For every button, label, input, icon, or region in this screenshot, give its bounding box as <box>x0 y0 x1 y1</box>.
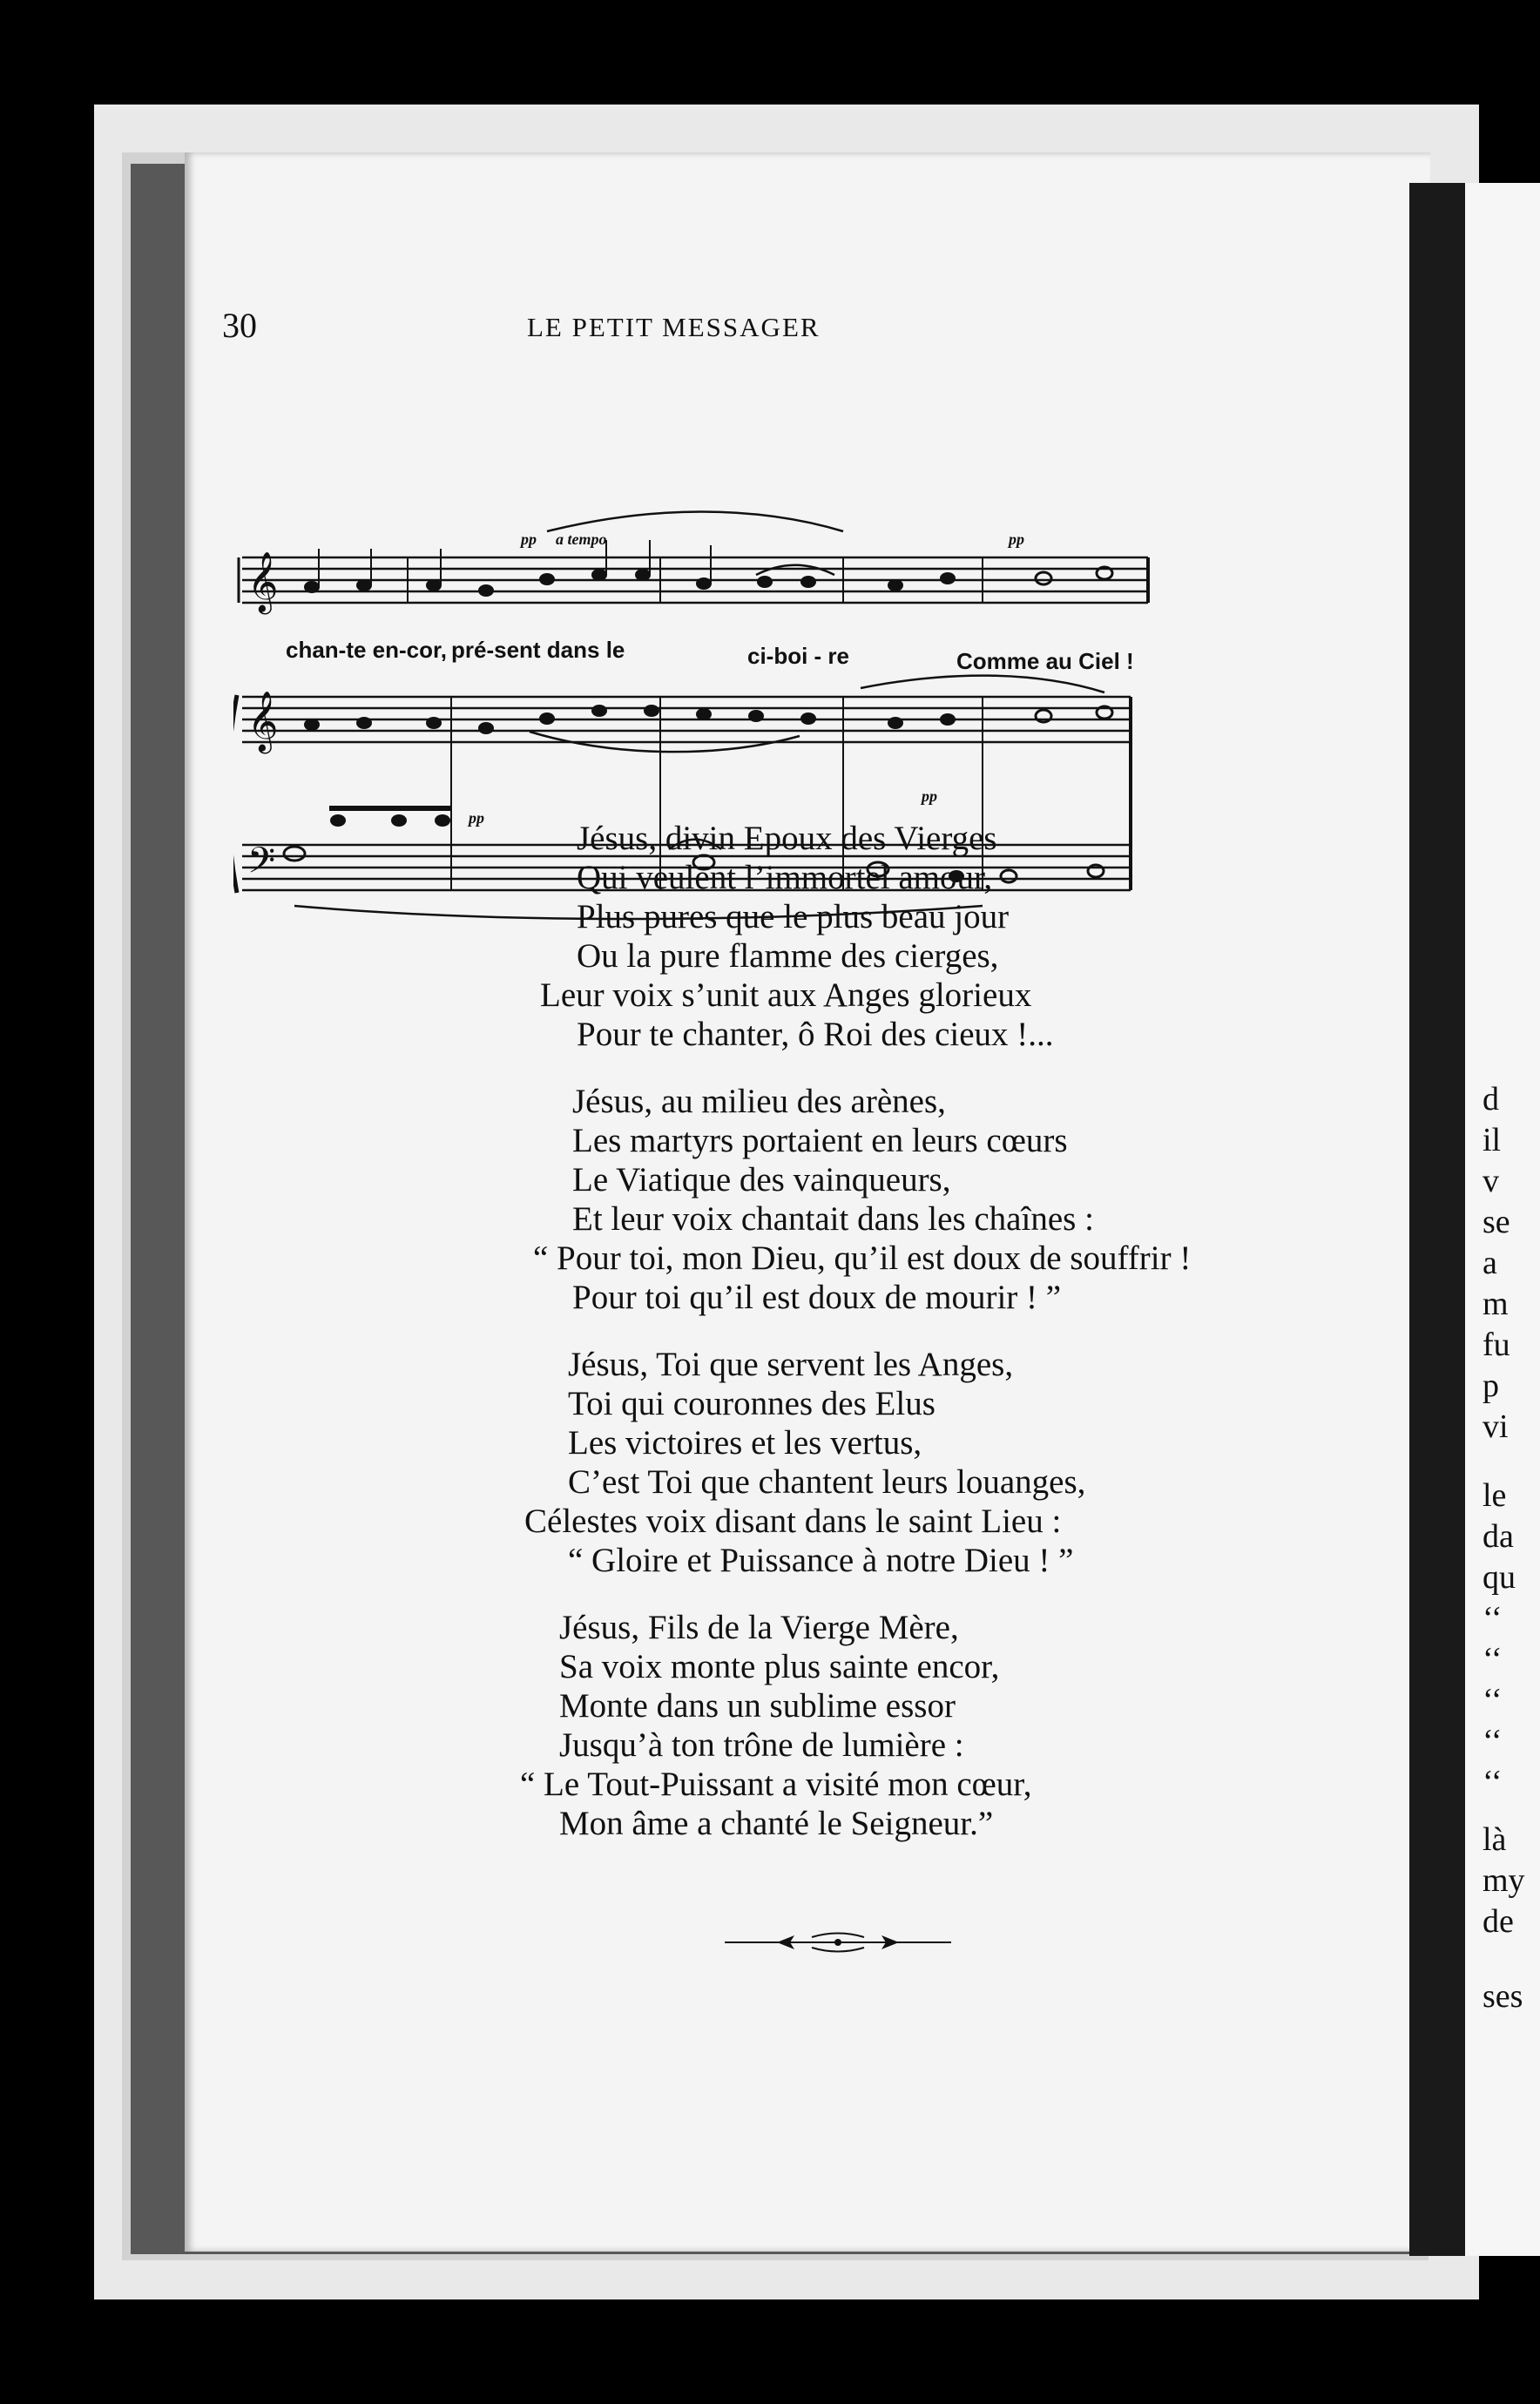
verse-line: Jésus, Fils de la Vierge Mère, <box>559 1609 959 1646</box>
dynamic-mark: pp <box>922 787 937 805</box>
dynamic-mark: pp <box>469 809 484 827</box>
adjacent-text-fragment: là <box>1483 1821 1507 1858</box>
verse-line: Plus pures que le plus beau jour <box>577 898 1010 935</box>
adjacent-text-fragment: ‘‘ <box>1483 1600 1503 1637</box>
verse-line: Qui veulent l’immortel amour, <box>577 859 993 896</box>
adjacent-text-fragment: m <box>1483 1286 1509 1322</box>
dynamic-mark: pp <box>521 530 537 548</box>
adjacent-text-fragment: v <box>1483 1163 1499 1199</box>
adjacent-text-fragment: vi <box>1483 1408 1509 1445</box>
adjacent-text-fragment: il <box>1483 1122 1502 1158</box>
verse-line: Jésus, au milieu des arènes, <box>572 1083 946 1120</box>
verse-line: Le Viatique des vainqueurs, <box>572 1161 951 1199</box>
verse-line: Pour te chanter, ô Roi des cieux !... <box>577 1016 1054 1053</box>
verse-line: Et leur voix chantait dans les chaînes : <box>572 1200 1094 1238</box>
verse-line: “ Gloire et Puissance à notre Dieu ! ” <box>568 1542 1074 1579</box>
adjacent-text-fragment: my <box>1483 1862 1525 1899</box>
verse-line: “ Le Tout-Puissant a visité mon cœur, <box>520 1766 1032 1803</box>
page-header <box>0 305 1246 357</box>
verse-line: Les victoires et les vertus, <box>568 1424 922 1462</box>
adjacent-text-fragment: ‘‘ <box>1483 1723 1503 1759</box>
adjacent-text-fragment: de <box>1483 1903 1514 1940</box>
verse-line: Jésus, Toi que servent les Anges, <box>568 1346 1014 1383</box>
staff-treble <box>242 697 1131 742</box>
lyric-syllables: chan-te en-cor, <box>286 637 447 663</box>
adjacent-page <box>1465 183 1540 2256</box>
lyric-syllables: pré-sent dans le <box>451 637 625 663</box>
verse-line: Jésus, divin Epoux des Vierges <box>577 820 997 857</box>
verse-line: Les martyrs portaient en leurs cœurs <box>572 1122 1068 1159</box>
verse-line: “ Pour toi, mon Dieu, qu’il est doux de souffrir ! <box>533 1239 1192 1277</box>
adjacent-text-fragment: fu <box>1483 1327 1510 1363</box>
svg-text:𝄞: 𝄞 <box>247 691 279 752</box>
running-title: LE PETIT MESSAGER <box>527 312 821 342</box>
adjacent-text-fragment: ‘‘ <box>1483 1682 1503 1719</box>
adjacent-text-fragment: d <box>1483 1081 1499 1118</box>
lyric-syllables: Comme au Ciel ! <box>956 648 1134 674</box>
adjacent-text-fragment: ses <box>1483 1978 1523 2015</box>
verse-line: Jusqu’à ton trône de lumière : <box>559 1726 964 1764</box>
verse-line: Pour toi qu’il est doux de mourir ! ” <box>572 1279 1062 1316</box>
verse-line: Célestes voix disant dans le saint Lieu : <box>524 1502 1062 1540</box>
svg-text:𝄢: 𝄢 <box>247 840 276 890</box>
verse-line: Ou la pure flamme des cierges, <box>577 937 999 975</box>
adjacent-text-fragment: ‘‘ <box>1483 1764 1503 1800</box>
staff-voice <box>242 557 1148 603</box>
verse-line: Sa voix monte plus sainte encor, <box>559 1648 1000 1685</box>
book-gutter <box>1409 183 1465 2256</box>
adjacent-text-fragment: se <box>1483 1204 1510 1240</box>
adjacent-text-fragment: le <box>1483 1477 1507 1514</box>
ornament-divider <box>725 1925 951 1960</box>
verse-line: Toi qui couronnes des Elus <box>568 1385 935 1422</box>
verse-line: Monte dans un sublime essor <box>559 1687 956 1725</box>
adjacent-text-fragment: p <box>1483 1367 1499 1404</box>
svg-text:𝄞: 𝄞 <box>247 551 279 612</box>
verse-line: C’est Toi que chantent leurs louanges, <box>568 1463 1086 1501</box>
adjacent-text-fragment: qu <box>1483 1559 1516 1596</box>
verse-line: Leur voix s’unit aux Anges glorieux <box>540 976 1032 1014</box>
adjacent-text-fragment: a <box>1483 1245 1497 1281</box>
adjacent-text-fragment: da <box>1483 1518 1514 1555</box>
verse-line: Mon âme a chanté le Seigneur.” <box>559 1805 994 1842</box>
dynamic-mark: pp <box>1009 530 1024 548</box>
adjacent-text-fragment: ‘‘ <box>1483 1641 1503 1678</box>
tempo-mark: a tempo <box>556 530 607 548</box>
page-number: 30 <box>222 306 257 345</box>
lyric-syllables: ci-boi - re <box>747 643 850 669</box>
book-page <box>185 152 1430 2252</box>
